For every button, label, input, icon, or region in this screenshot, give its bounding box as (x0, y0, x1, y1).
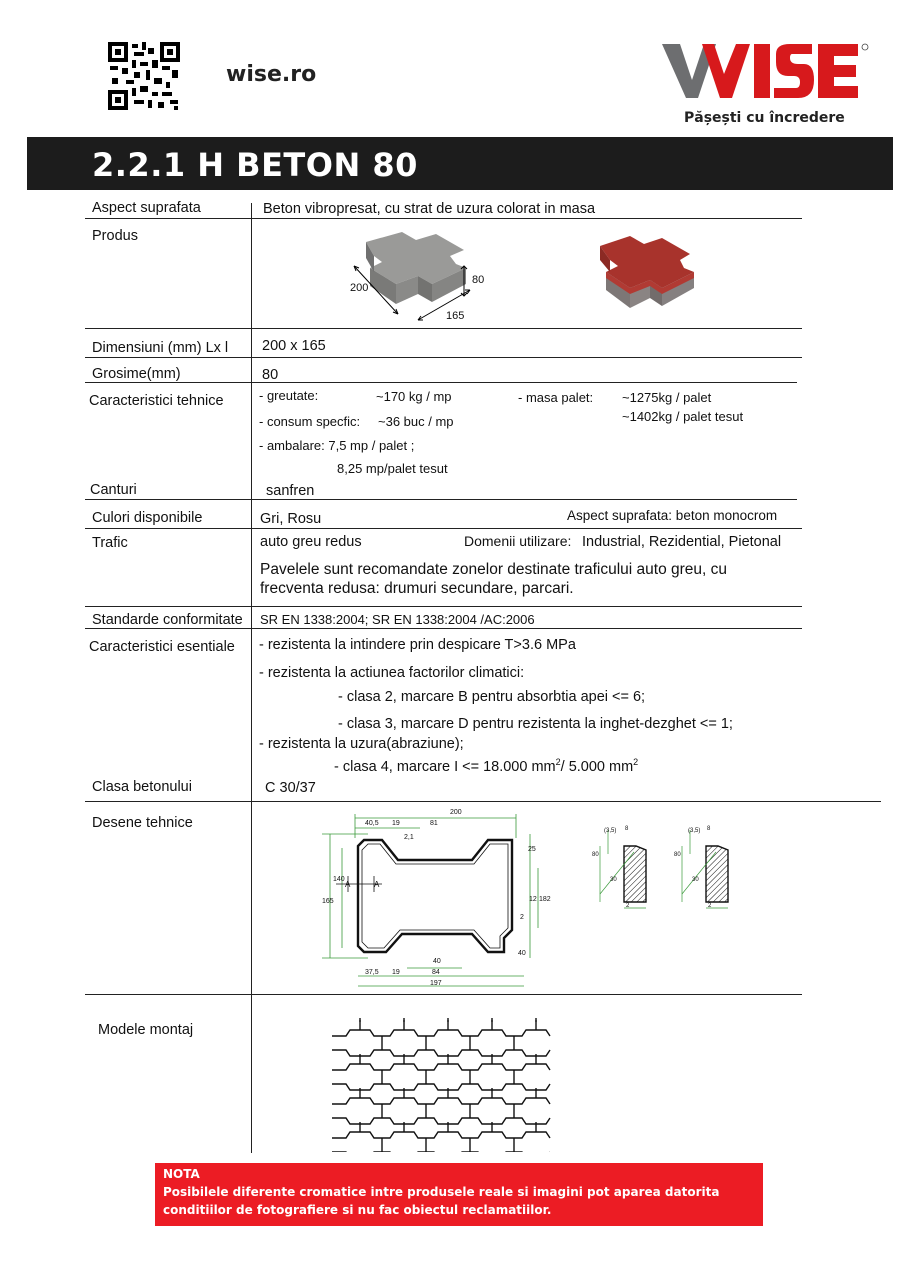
value-aspect: Beton vibropresat, cu strat de uzura colorat in masa (263, 201, 596, 217)
dim-200: 200 (350, 282, 369, 294)
esentiale-4: - clasa 3, marcare D pentru rezistenta la inghet-dezghet <= 1; (338, 716, 733, 732)
row-divider (85, 357, 802, 358)
label-caracteristici: Caracteristici tehnice (89, 393, 224, 409)
dwg-40: 40 (433, 958, 441, 965)
dwg-25: 25 (528, 846, 536, 853)
dwg-19-bottom: 19 (392, 969, 400, 976)
esentiale-1: - rezistenta la intindere prin despicare T>3.6 MPa (259, 637, 576, 653)
domenii-value: Industrial, Rezidential, Pietonal (582, 534, 782, 550)
row-divider (85, 606, 802, 607)
sec1-30: 30 (610, 877, 617, 883)
label-trafic: Trafic (92, 535, 128, 551)
sec1-8: 8 (625, 826, 629, 832)
label-esentiale: Caracteristici esentiale (89, 639, 235, 655)
trafic-desc-1: Pavelele sunt recomandate zonelor destinate traficului auto greu, cu (260, 561, 728, 578)
dwg-12: 12 (529, 896, 537, 903)
qr-code-icon (108, 42, 180, 110)
dim-80: 80 (472, 274, 485, 286)
dwg-200: 200 (450, 809, 462, 816)
brand-tagline: Pășești cu încredere (684, 110, 845, 126)
label-canturi: Canturi (90, 482, 137, 498)
sec2-30: 30 (692, 877, 699, 883)
page-title: 2.2.1 H BETON 80 (92, 146, 418, 184)
esentiale-5: - rezistenta la uzura(abraziune); (259, 736, 464, 752)
sec2-8: 8 (707, 826, 711, 832)
ambalare-2: 8,25 mp/palet tesut (337, 461, 448, 476)
masa-value-1: ~1275kg / palet (622, 390, 712, 405)
note-text: Posibilele diferente cromatice intre produsele reale si imagini pot aparea datorita conditiilor de fotografiere si nu fac obiectul reclamatiilor. (163, 1185, 720, 1217)
value-clasa: C 30/37 (265, 780, 316, 796)
label-produs: Produs (92, 228, 138, 244)
consum-label: - consum specfic: (259, 414, 361, 429)
dwg-81: 81 (430, 820, 438, 827)
row-divider (85, 328, 802, 329)
dwg-140: 140 (333, 876, 345, 883)
sec1-2: 2 (626, 903, 630, 909)
technical-drawing-section-1 (590, 824, 660, 916)
value-standarde: SR EN 1338:2004; SR EN 1338:2004 /AC:2006 (260, 612, 535, 627)
value-canturi: sanfren (266, 483, 315, 499)
section-a-left: A (345, 880, 351, 889)
column-divider (251, 203, 252, 1153)
greutate-label: - greutate: (259, 388, 319, 403)
website-link[interactable]: wise.ro (226, 62, 317, 87)
label-desene: Desene tehnice (92, 815, 193, 831)
trafic-desc-2: frecventa redusa: drumuri secundare, parcari. (260, 580, 574, 597)
label-aspect: Aspect suprafata (92, 200, 201, 216)
row-divider (85, 528, 802, 529)
dwg-40-side: 40 (518, 950, 526, 957)
row-divider (85, 994, 802, 995)
label-dimensiuni: Dimensiuni (mm) Lx l (92, 340, 229, 356)
label-standarde: Standarde conformitate (92, 612, 243, 628)
consum-value: ~36 buc / mp (378, 414, 454, 429)
esentiale-2: - rezistenta la actiunea factorilor climatici: (259, 665, 525, 681)
sec2-80: 80 (674, 852, 681, 858)
dwg-2: 2 (520, 914, 524, 921)
aspect-right: Aspect suprafata: beton monocrom (567, 508, 778, 523)
value-culori: Gri, Rosu (260, 511, 322, 527)
dwg-2-1: 2,1 (404, 834, 414, 841)
row-divider (85, 801, 881, 802)
dwg-40-5: 40,5 (365, 820, 379, 827)
value-trafic: auto greu redus (260, 534, 362, 550)
masa-label: - masa palet: (518, 390, 594, 405)
row-divider (85, 628, 802, 629)
dwg-84: 84 (432, 969, 440, 976)
dwg-165: 165 (322, 898, 334, 905)
sec2-2: 2 (708, 903, 712, 909)
greutate-value: ~170 kg / mp (376, 389, 452, 404)
masa-value-2: ~1402kg / palet tesut (622, 409, 744, 424)
dim-165: 165 (446, 310, 465, 322)
note-title: NOTA (163, 1167, 200, 1181)
dwg-37-5: 37,5 (365, 969, 379, 976)
label-grosime: Grosime(mm) (92, 366, 181, 382)
technical-drawing-plan (312, 808, 552, 992)
dwg-19: 19 (392, 820, 400, 827)
row-divider (85, 499, 797, 500)
row-divider (85, 382, 797, 383)
value-grosime: 80 (262, 367, 279, 383)
esentiale-3: - clasa 2, marcare B pentru absorbtia apei <= 6; (338, 689, 646, 705)
esentiale-6: - clasa 4, marcare I <= 18.000 $mm^2/$ 5.000 $mm^2$ (334, 757, 639, 775)
sec2-3-5: (3,5) (688, 828, 701, 834)
label-modele: Modele montaj (98, 1022, 194, 1038)
section-a-right: A (374, 880, 380, 889)
dwg-182: 182 (539, 896, 551, 903)
sec1-80: 80 (592, 852, 599, 858)
label-culori: Culori disponibile (92, 510, 203, 526)
label-clasa: Clasa betonului (92, 779, 192, 795)
row-divider (85, 218, 802, 219)
technical-drawing-section-2 (672, 824, 742, 916)
domenii-label: Domenii utilizare: (464, 533, 572, 549)
ambalare: - ambalare: 7,5 mp / palet ; (259, 438, 415, 453)
value-dimensiuni: 200 x 165 (262, 338, 326, 354)
red-paver-image (596, 232, 700, 322)
dwg-197: 197 (430, 980, 442, 987)
laying-pattern-diagram (332, 1018, 552, 1152)
wise-logo (662, 40, 872, 102)
sec1-3-5: (3,5) (604, 828, 617, 834)
